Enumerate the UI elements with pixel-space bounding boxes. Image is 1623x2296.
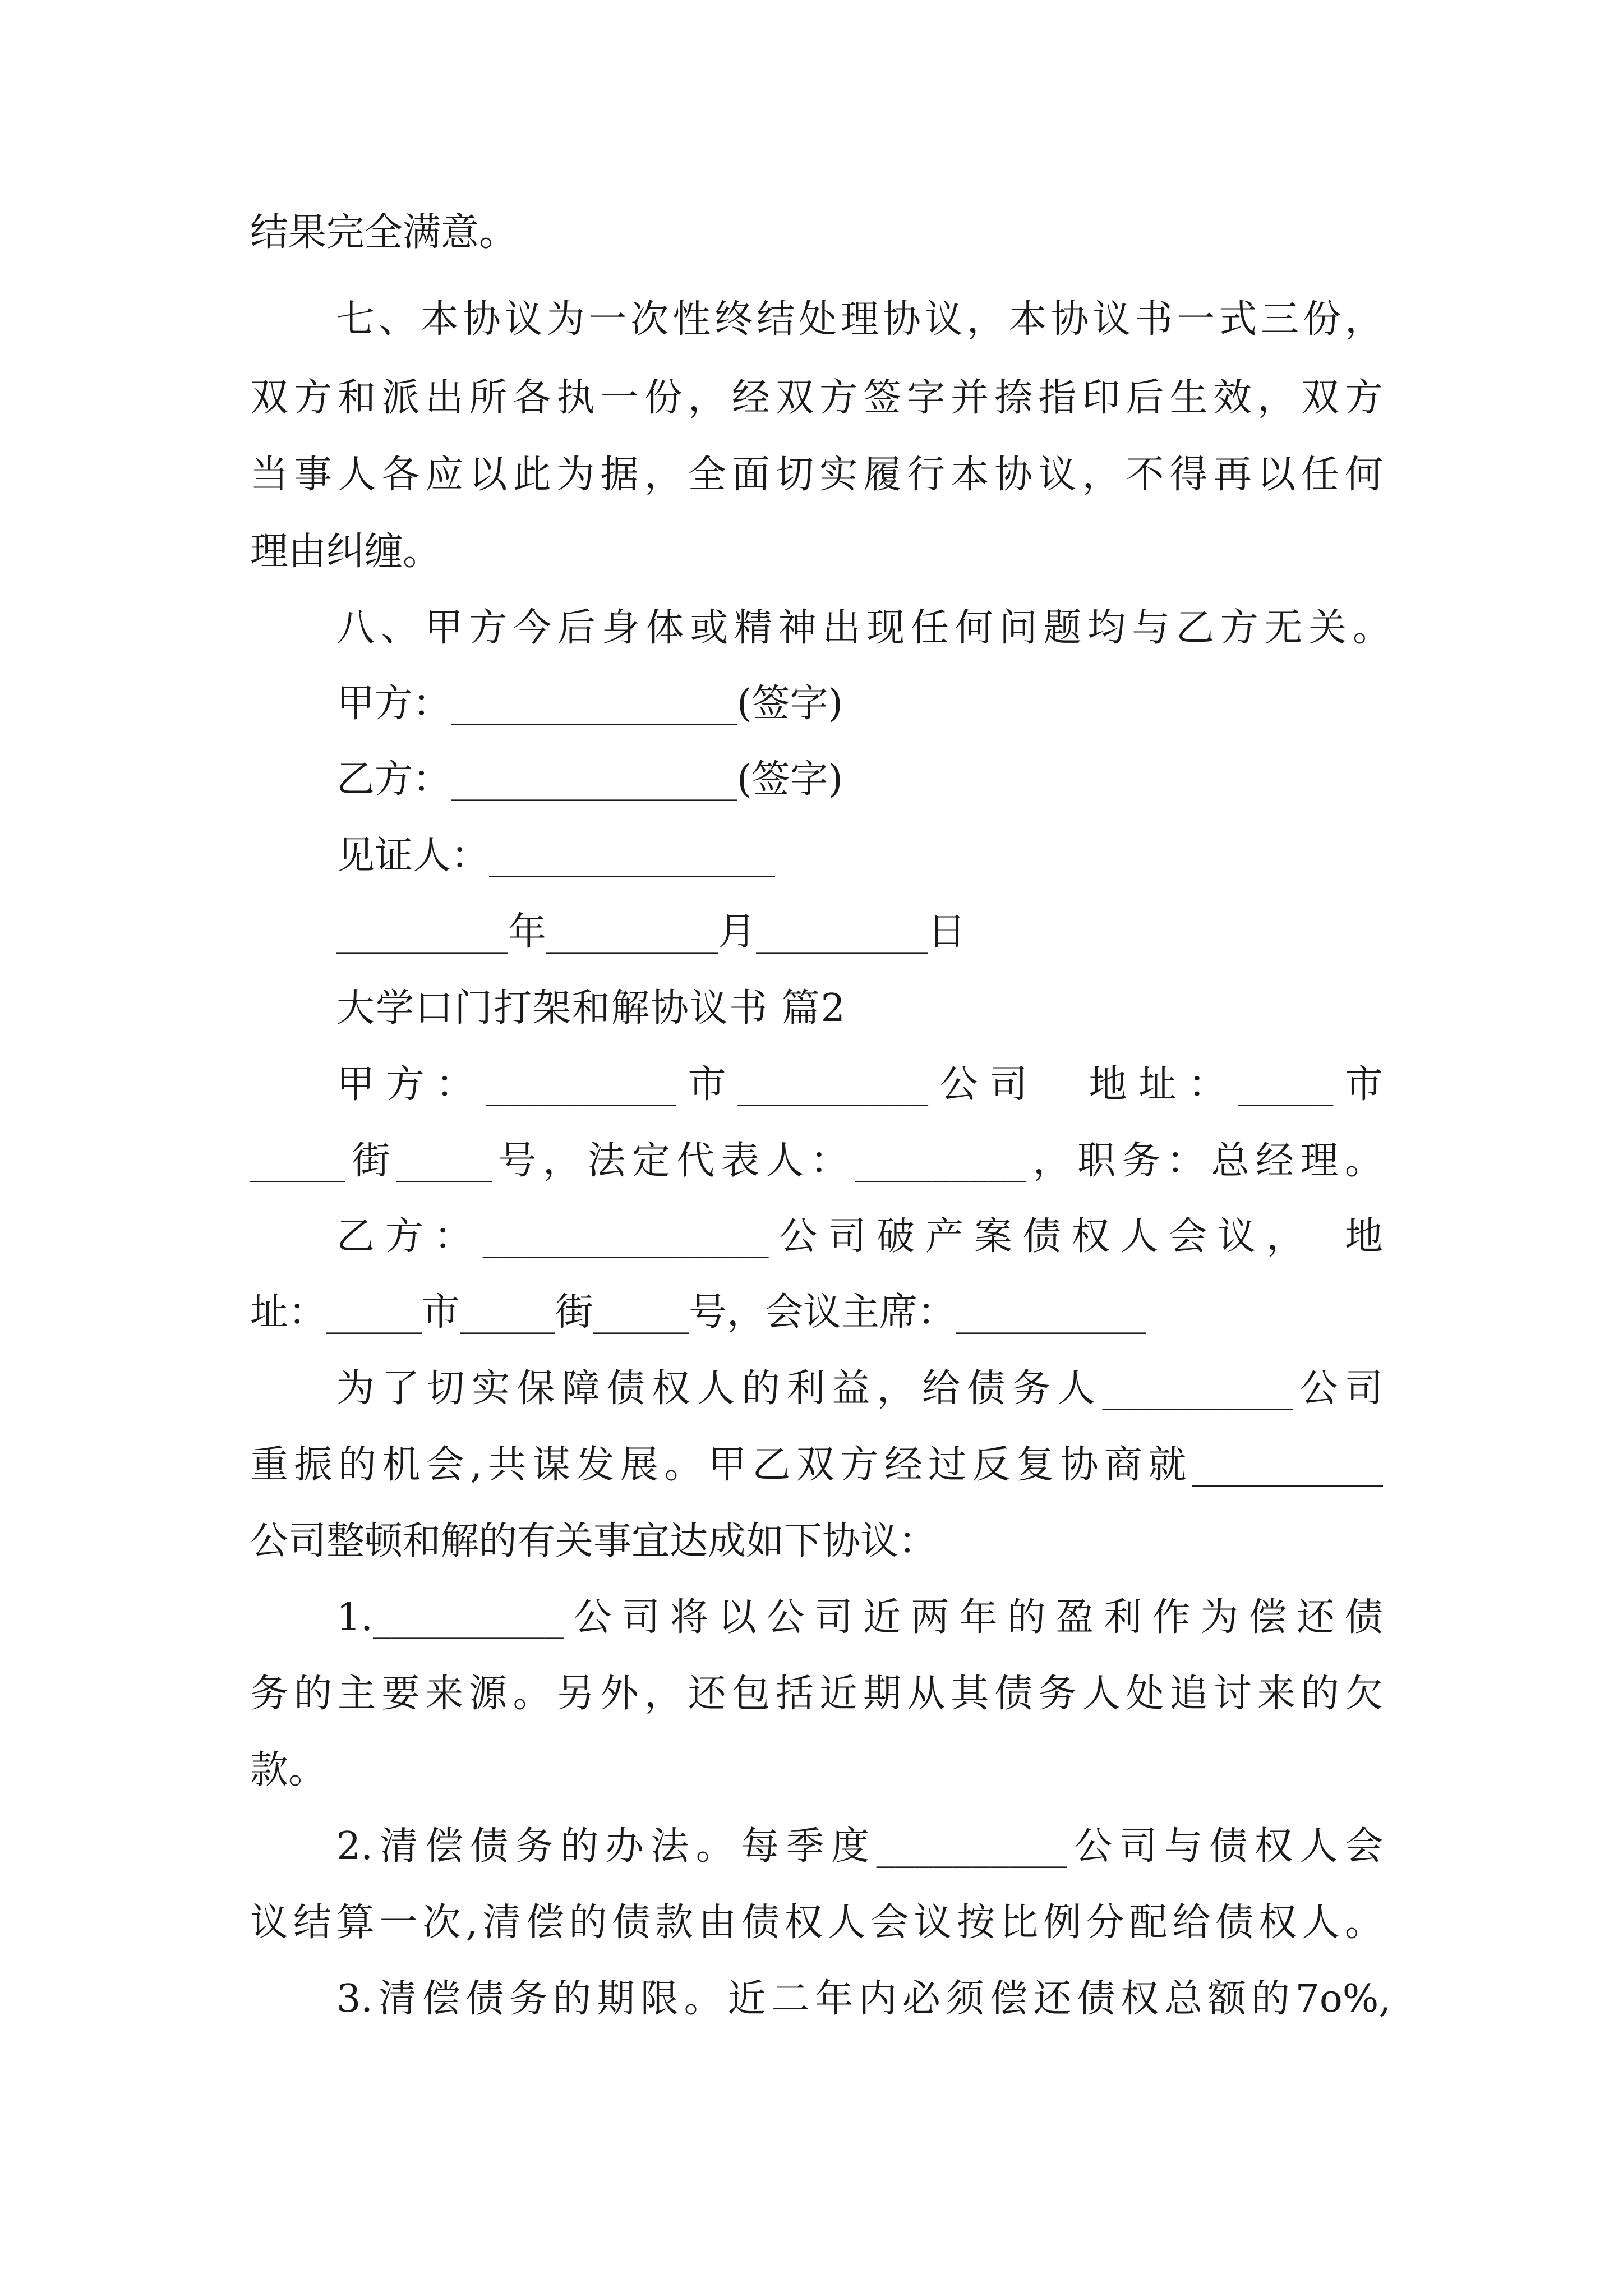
paragraph-line: 址：_____市_____街_____号，会议主席：__________ xyxy=(250,1290,1147,1335)
paragraph-line: 2.清偿债务的办法。每季度__________公司与债权人会 xyxy=(336,1824,1383,1869)
date-line: _________年_________月_________日 xyxy=(336,910,966,954)
paragraph-line: 当事人各应以此为据，全面切实履行本协议，不得再以任何 xyxy=(250,453,1383,497)
paragraph-line: 八、甲方今后身体或精神出现任何问题均与乙方无关。 xyxy=(336,606,1391,650)
signature-line-party-a: 甲方：_______________(签字) xyxy=(336,682,843,726)
paragraph-line: 款。 xyxy=(250,1748,327,1792)
witness-line: 见证人：_______________ xyxy=(336,834,776,878)
paragraph-line: 3.清偿债务的期限。近二年内必须偿还债权总额的7o%, xyxy=(336,1977,1391,2021)
signature-line-party-b: 乙方：_______________(签字) xyxy=(336,757,843,802)
paragraph-line: 议结算一次,清偿的债款由债权人会议按比例分配给债权人。 xyxy=(250,1901,1383,1945)
paragraph-line: 甲方：__________市__________公司 地址：_____市 xyxy=(336,1062,1383,1107)
section-title: 大学口门打架和解协议书 篇2 xyxy=(336,986,846,1030)
paragraph-line: 双方和派出所各执一份，经双方签字并捺指印后生效，双方 xyxy=(250,376,1383,420)
paragraph-line: 公司整顿和解的有关事宜达成如下协议： xyxy=(250,1519,937,1563)
paragraph-line: 为了切实保障债权人的利益，给债务人__________公司 xyxy=(336,1366,1383,1411)
paragraph-line: 务的主要来源。另外，还包括近期从其债务人处追讨来的欠 xyxy=(250,1672,1383,1716)
paragraph-line: _____街_____号，法定代表人：_________，职务：总经理。 xyxy=(250,1139,1383,1183)
paragraph-line: 结果完全满意。 xyxy=(250,210,518,255)
paragraph-line: 理由纠缠。 xyxy=(250,530,441,574)
paragraph-line: 1.__________公司将以公司近两年的盈利作为偿还债 xyxy=(336,1595,1383,1640)
paragraph-line: 乙方：_______________公司破产案债权人会议， 地 xyxy=(336,1214,1383,1259)
paragraph-line: 七、本协议为一次性终结处理协议，本协议书一式三份， xyxy=(336,297,1383,342)
paragraph-line: 重振的机会,共谋发展。甲乙双方经过反复协商就__________ xyxy=(250,1443,1383,1487)
